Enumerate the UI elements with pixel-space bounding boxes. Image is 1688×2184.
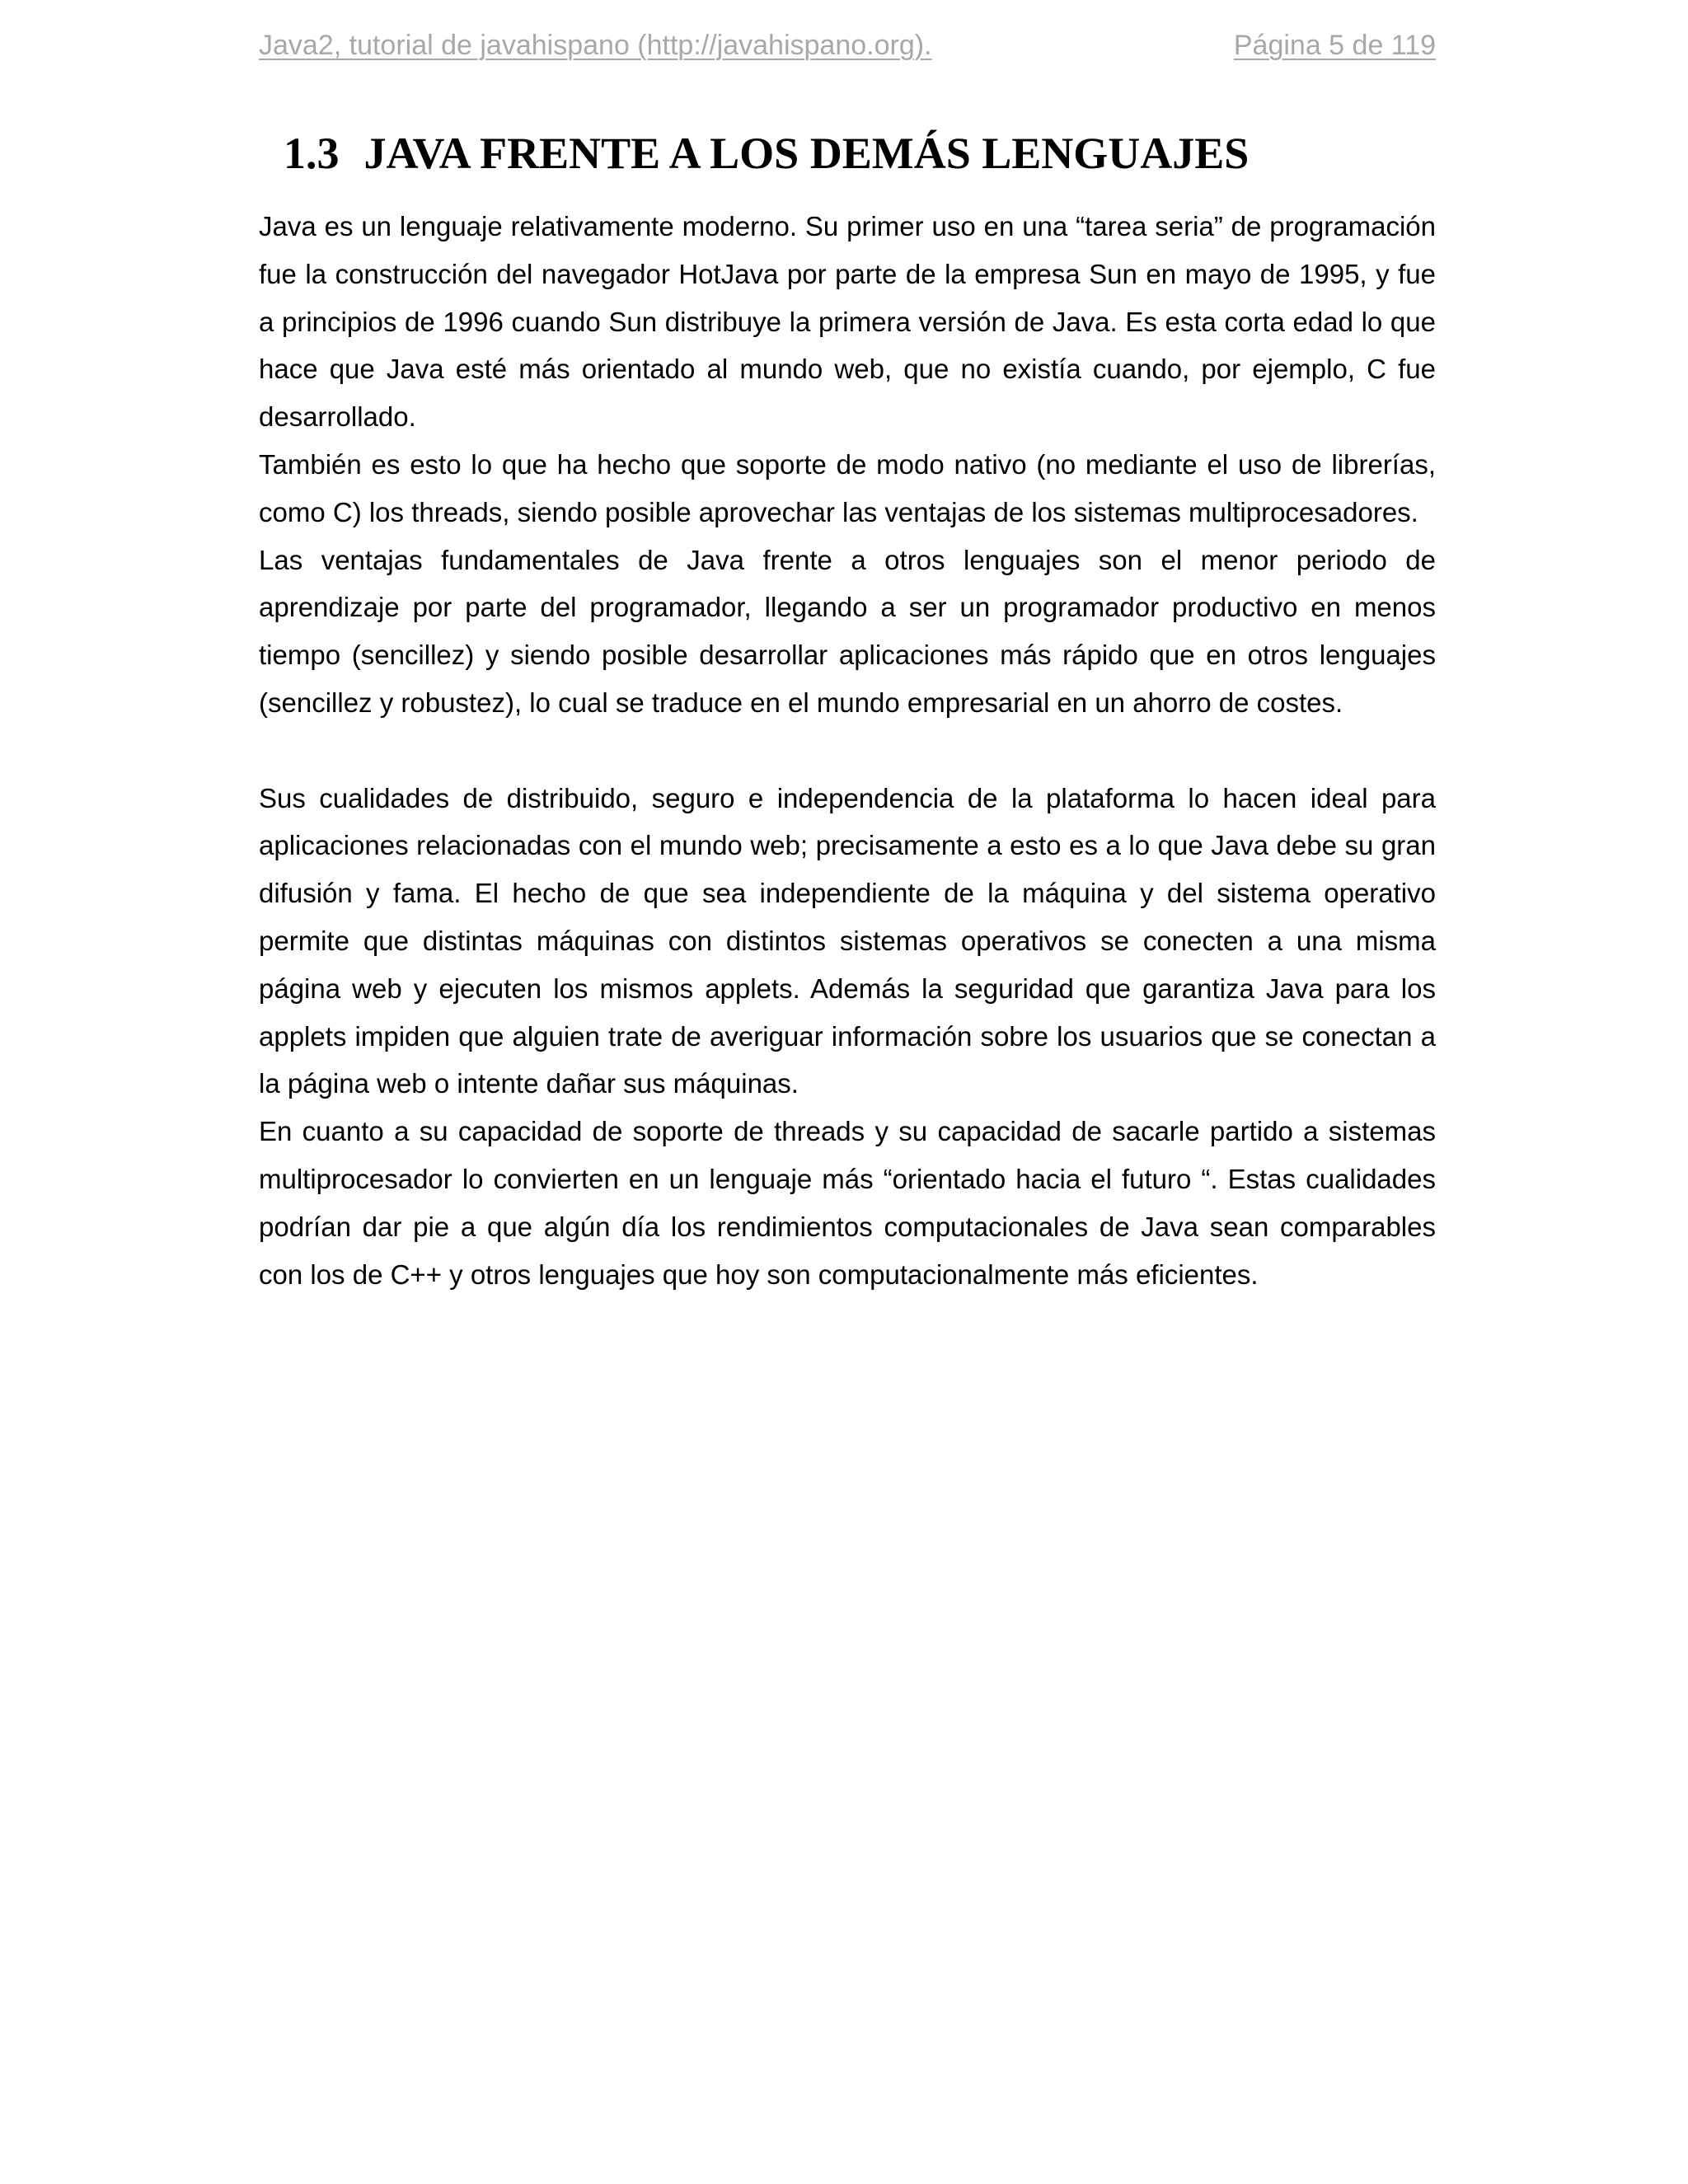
section-number: 1.3 [284,129,340,178]
header-source-link[interactable]: Java2, tutorial de javahispano (http://javahispano.org). [259,29,932,61]
paragraph-future: En cuanto a su capacidad de soporte de threads y su capacidad de sacarle partido a sistemas multiprocesador lo convierten en un lenguaje más “orientado hacia el futuro “. Estas cualidades podrían dar pie a que algún día los rendimientos computacionales de Java sean comparables con los de C++ y otros lenguajes que hoy son computacionalmente más eficientes. [259,1116,1436,1290]
body-text [259,203,1436,1298]
paragraph-web-qualities: Sus cualidades de distribuido, seguro e independencia de la plataforma lo hacen ideal para aplicaciones relacionadas con el mundo web; precisamente a esto es a lo que Java debe su gran difusión y fama. El hecho de que sea independiente de la máquina y del sistema operativo permite que distintas máquinas con distintos sistemas operativos se conecten a una misma página web y ejecuten los mismos applets. Además la seguridad que garantiza Java para los applets impiden que alguien trate de averiguar información sobre los usuarios que se conectan a la página web o intente dañar sus máquinas. [259,782,1436,1099]
paragraph-origins: Java es un lenguaje relativamente moderno. Su primer uso en una “tarea seria” de programación fue la construcción del navegador HotJava por parte de la empresa Sun en mayo de 1995, y fue a principios de 1996 cuando Sun distribuye la primera versión de Java. Es esta corta edad lo que hace que Java esté más orientado al mundo web, que no existía cuando, por ejemplo, C fue desarrollado. [259,211,1436,433]
header-page-number: Página 5 de 119 [1233,29,1436,61]
section-title: JAVA FRENTE A LOS DEMÁS LENGUAJES [363,129,1250,178]
section-heading [284,124,1249,183]
running-header [259,25,1436,66]
paragraph-threads: También es esto lo que ha hecho que soporte de modo nativo (no mediante el uso de librerías, como C) los threads, siendo posible aprovechar las ventajas de los sistemas multiprocesadores. [259,448,1436,527]
paragraph-advantages: Las ventajas fundamentales de Java frente a otros lenguajes son el menor periodo de aprendizaje por parte del programador, llegando a ser un programador productivo en menos tiempo (sencillez) y siendo posible desarrollar aplicaciones más rápido que en otros lenguajes (sencillez y robustez), lo cual se traduce en el mundo empresarial en un ahorro de costes. [259,544,1436,718]
